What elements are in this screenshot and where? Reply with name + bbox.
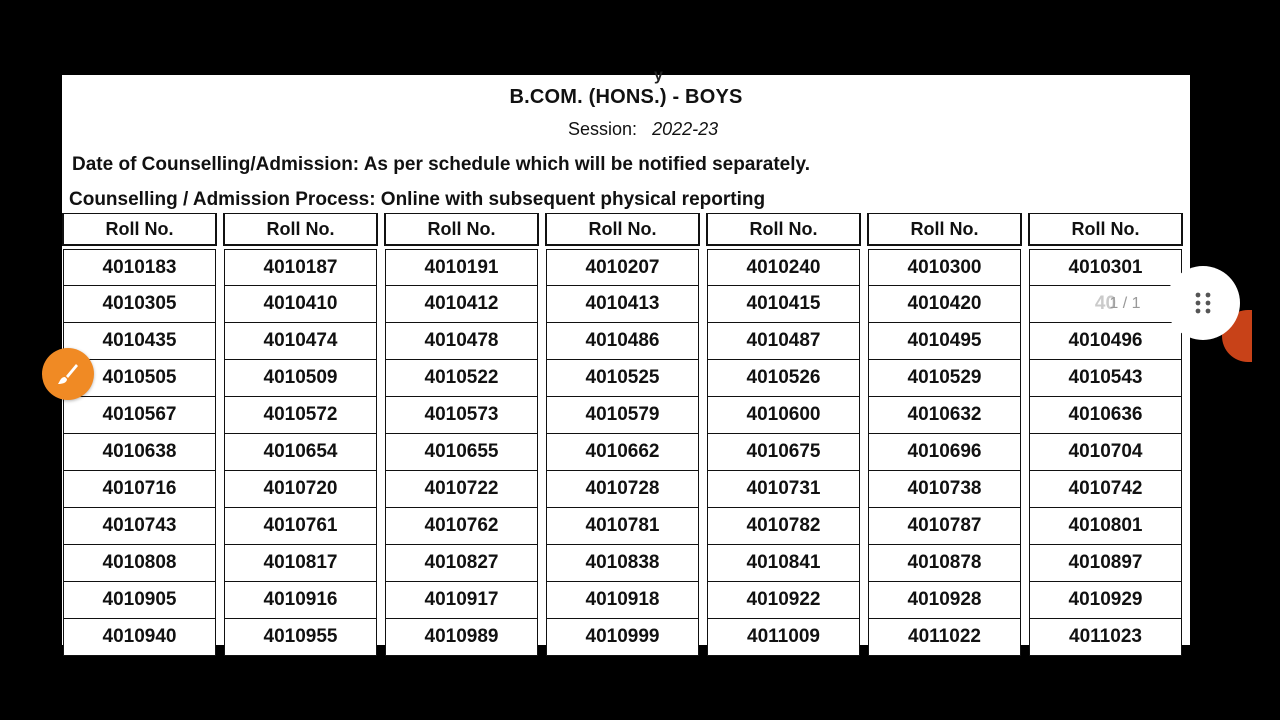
roll-number-cell: 4010636 xyxy=(1029,397,1182,434)
grid-menu-button[interactable] xyxy=(1166,266,1240,340)
roll-number-cell: 4010573 xyxy=(385,397,538,434)
roll-number-cell: 4011022 xyxy=(868,619,1021,656)
roll-number-cell: 4010787 xyxy=(868,508,1021,545)
roll-number-cell: 4010940 xyxy=(63,619,216,656)
roll-number-cell: 4010567 xyxy=(63,397,216,434)
column-header: Roll No. xyxy=(62,213,217,246)
roll-number-cell: 4010704 xyxy=(1029,434,1182,471)
roll-number-cell: 4010505 xyxy=(63,360,216,397)
roll-number-cell: 4010529 xyxy=(868,360,1021,397)
roll-number-cell: 4010989 xyxy=(385,619,538,656)
grid-dots-icon xyxy=(1194,292,1212,314)
roll-number-cell: 4011023 xyxy=(1029,619,1182,656)
roll-number-cell: 4010662 xyxy=(546,434,699,471)
roll-number-cell: 4010654 xyxy=(224,434,377,471)
roll-number-cell: 4010827 xyxy=(385,545,538,582)
counselling-date: Date of Counselling/Admission: As per schedule which will be notified separately. xyxy=(72,154,810,175)
roll-number-cell: 4010638 xyxy=(63,434,216,471)
counselling-process: Counselling / Admission Process: Online with subsequent physical reporting xyxy=(69,189,766,210)
roll-number-cell: 4010781 xyxy=(546,508,699,545)
roll-number-cell: 4010722 xyxy=(385,471,538,508)
roll-number-cell: 4010782 xyxy=(707,508,860,545)
column-header: Roll No. xyxy=(545,213,700,246)
roll-number-cell: 4010841 xyxy=(707,545,860,582)
roll-number-cell: 4010878 xyxy=(868,545,1021,582)
roll-number-cell: 4010897 xyxy=(1029,545,1182,582)
roll-number-cell: 4010183 xyxy=(63,249,216,286)
roll-number-cell: 4010675 xyxy=(707,434,860,471)
roll-number-cell: 4010413 xyxy=(546,286,699,323)
roll-number-cell: 4010928 xyxy=(868,582,1021,619)
column-header: Roll No. xyxy=(384,213,539,246)
roll-number-cell: 4010187 xyxy=(224,249,377,286)
roll-number-cell: 4010696 xyxy=(868,434,1021,471)
roll-number-cell: 4010720 xyxy=(224,471,377,508)
annotate-button[interactable] xyxy=(42,348,94,400)
roll-number-cell: 4010415 xyxy=(707,286,860,323)
column-header: Roll No. xyxy=(223,213,378,246)
column-header: Roll No. xyxy=(867,213,1022,246)
roll-number-cell: 4010207 xyxy=(546,249,699,286)
roll-number-cell: 4011009 xyxy=(707,619,860,656)
roll-number-cell: 4010240 xyxy=(707,249,860,286)
roll-number-cell: 4010929 xyxy=(1029,582,1182,619)
roll-number-cell: 4010742 xyxy=(1029,471,1182,508)
roll-number-cell: 4010412 xyxy=(385,286,538,323)
roll-number-cell: 4010817 xyxy=(224,545,377,582)
roll-number-cell: 4010632 xyxy=(868,397,1021,434)
roll-number-cell: 4010918 xyxy=(546,582,699,619)
roll-number-cell: 4010808 xyxy=(63,545,216,582)
roll-number-cell: 4010838 xyxy=(546,545,699,582)
roll-number-cell: 4010300 xyxy=(868,249,1021,286)
column-header: Roll No. xyxy=(706,213,861,246)
roll-number-cell: 4010922 xyxy=(707,582,860,619)
paintbrush-icon xyxy=(54,360,82,388)
session-value: 2022-23 xyxy=(652,119,719,139)
roll-number-cell: 4010655 xyxy=(385,434,538,471)
roll-number-cell: 4010999 xyxy=(546,619,699,656)
roll-number-cell: 4010728 xyxy=(546,471,699,508)
column-header: Roll No. xyxy=(1028,213,1183,246)
roll-number-cell: 4010495 xyxy=(868,323,1021,360)
roll-number-cell: 4010743 xyxy=(63,508,216,545)
roll-number-cell: 4010916 xyxy=(224,582,377,619)
roll-number-cell: 4010572 xyxy=(224,397,377,434)
roll-number-cell: 4010509 xyxy=(224,360,377,397)
roll-number-cell: 4010420 xyxy=(868,286,1021,323)
roll-number-cell: 4010522 xyxy=(385,360,538,397)
roll-number-cell: 4010731 xyxy=(707,471,860,508)
roll-number-cell: 4010762 xyxy=(385,508,538,545)
roll-number-cell: 4010191 xyxy=(385,249,538,286)
roll-number-cell: 4010955 xyxy=(224,619,377,656)
roll-number-cell: 4010410 xyxy=(224,286,377,323)
roll-number-cell: 4010543 xyxy=(1029,360,1182,397)
roll-number-cell: 4010905 xyxy=(63,582,216,619)
roll-number-cell: 4010486 xyxy=(546,323,699,360)
cut-heading: y xyxy=(654,67,663,84)
roll-number-cell: 4010487 xyxy=(707,323,860,360)
roll-number-cell: 4010526 xyxy=(707,360,860,397)
roll-number-cell: 4010738 xyxy=(868,471,1021,508)
roll-number-cell: 4010917 xyxy=(385,582,538,619)
roll-number-cell: 4010474 xyxy=(224,323,377,360)
session-line xyxy=(568,119,718,140)
roll-number-cell: 4010579 xyxy=(546,397,699,434)
page-title: B.COM. (HONS.) - BOYS xyxy=(509,86,743,108)
roll-number-cell: 4010716 xyxy=(63,471,216,508)
roll-number-cell: 4010801 xyxy=(1029,508,1182,545)
roll-number-cell: 4010525 xyxy=(546,360,699,397)
page-indicator: 1 / 1 xyxy=(1090,287,1160,321)
roll-number-cell: 4010600 xyxy=(707,397,860,434)
roll-number-cell: 4010761 xyxy=(224,508,377,545)
roll-number-cell: 4010301 xyxy=(1029,249,1182,286)
roll-number-cell: 4010305 xyxy=(63,286,216,323)
roll-number-cell: 4010435 xyxy=(63,323,216,360)
document-page xyxy=(62,67,1190,647)
roll-number-cell: 4010478 xyxy=(385,323,538,360)
session-label: Session: xyxy=(568,119,638,139)
roll-number-cell: 4010496 xyxy=(1029,323,1182,360)
